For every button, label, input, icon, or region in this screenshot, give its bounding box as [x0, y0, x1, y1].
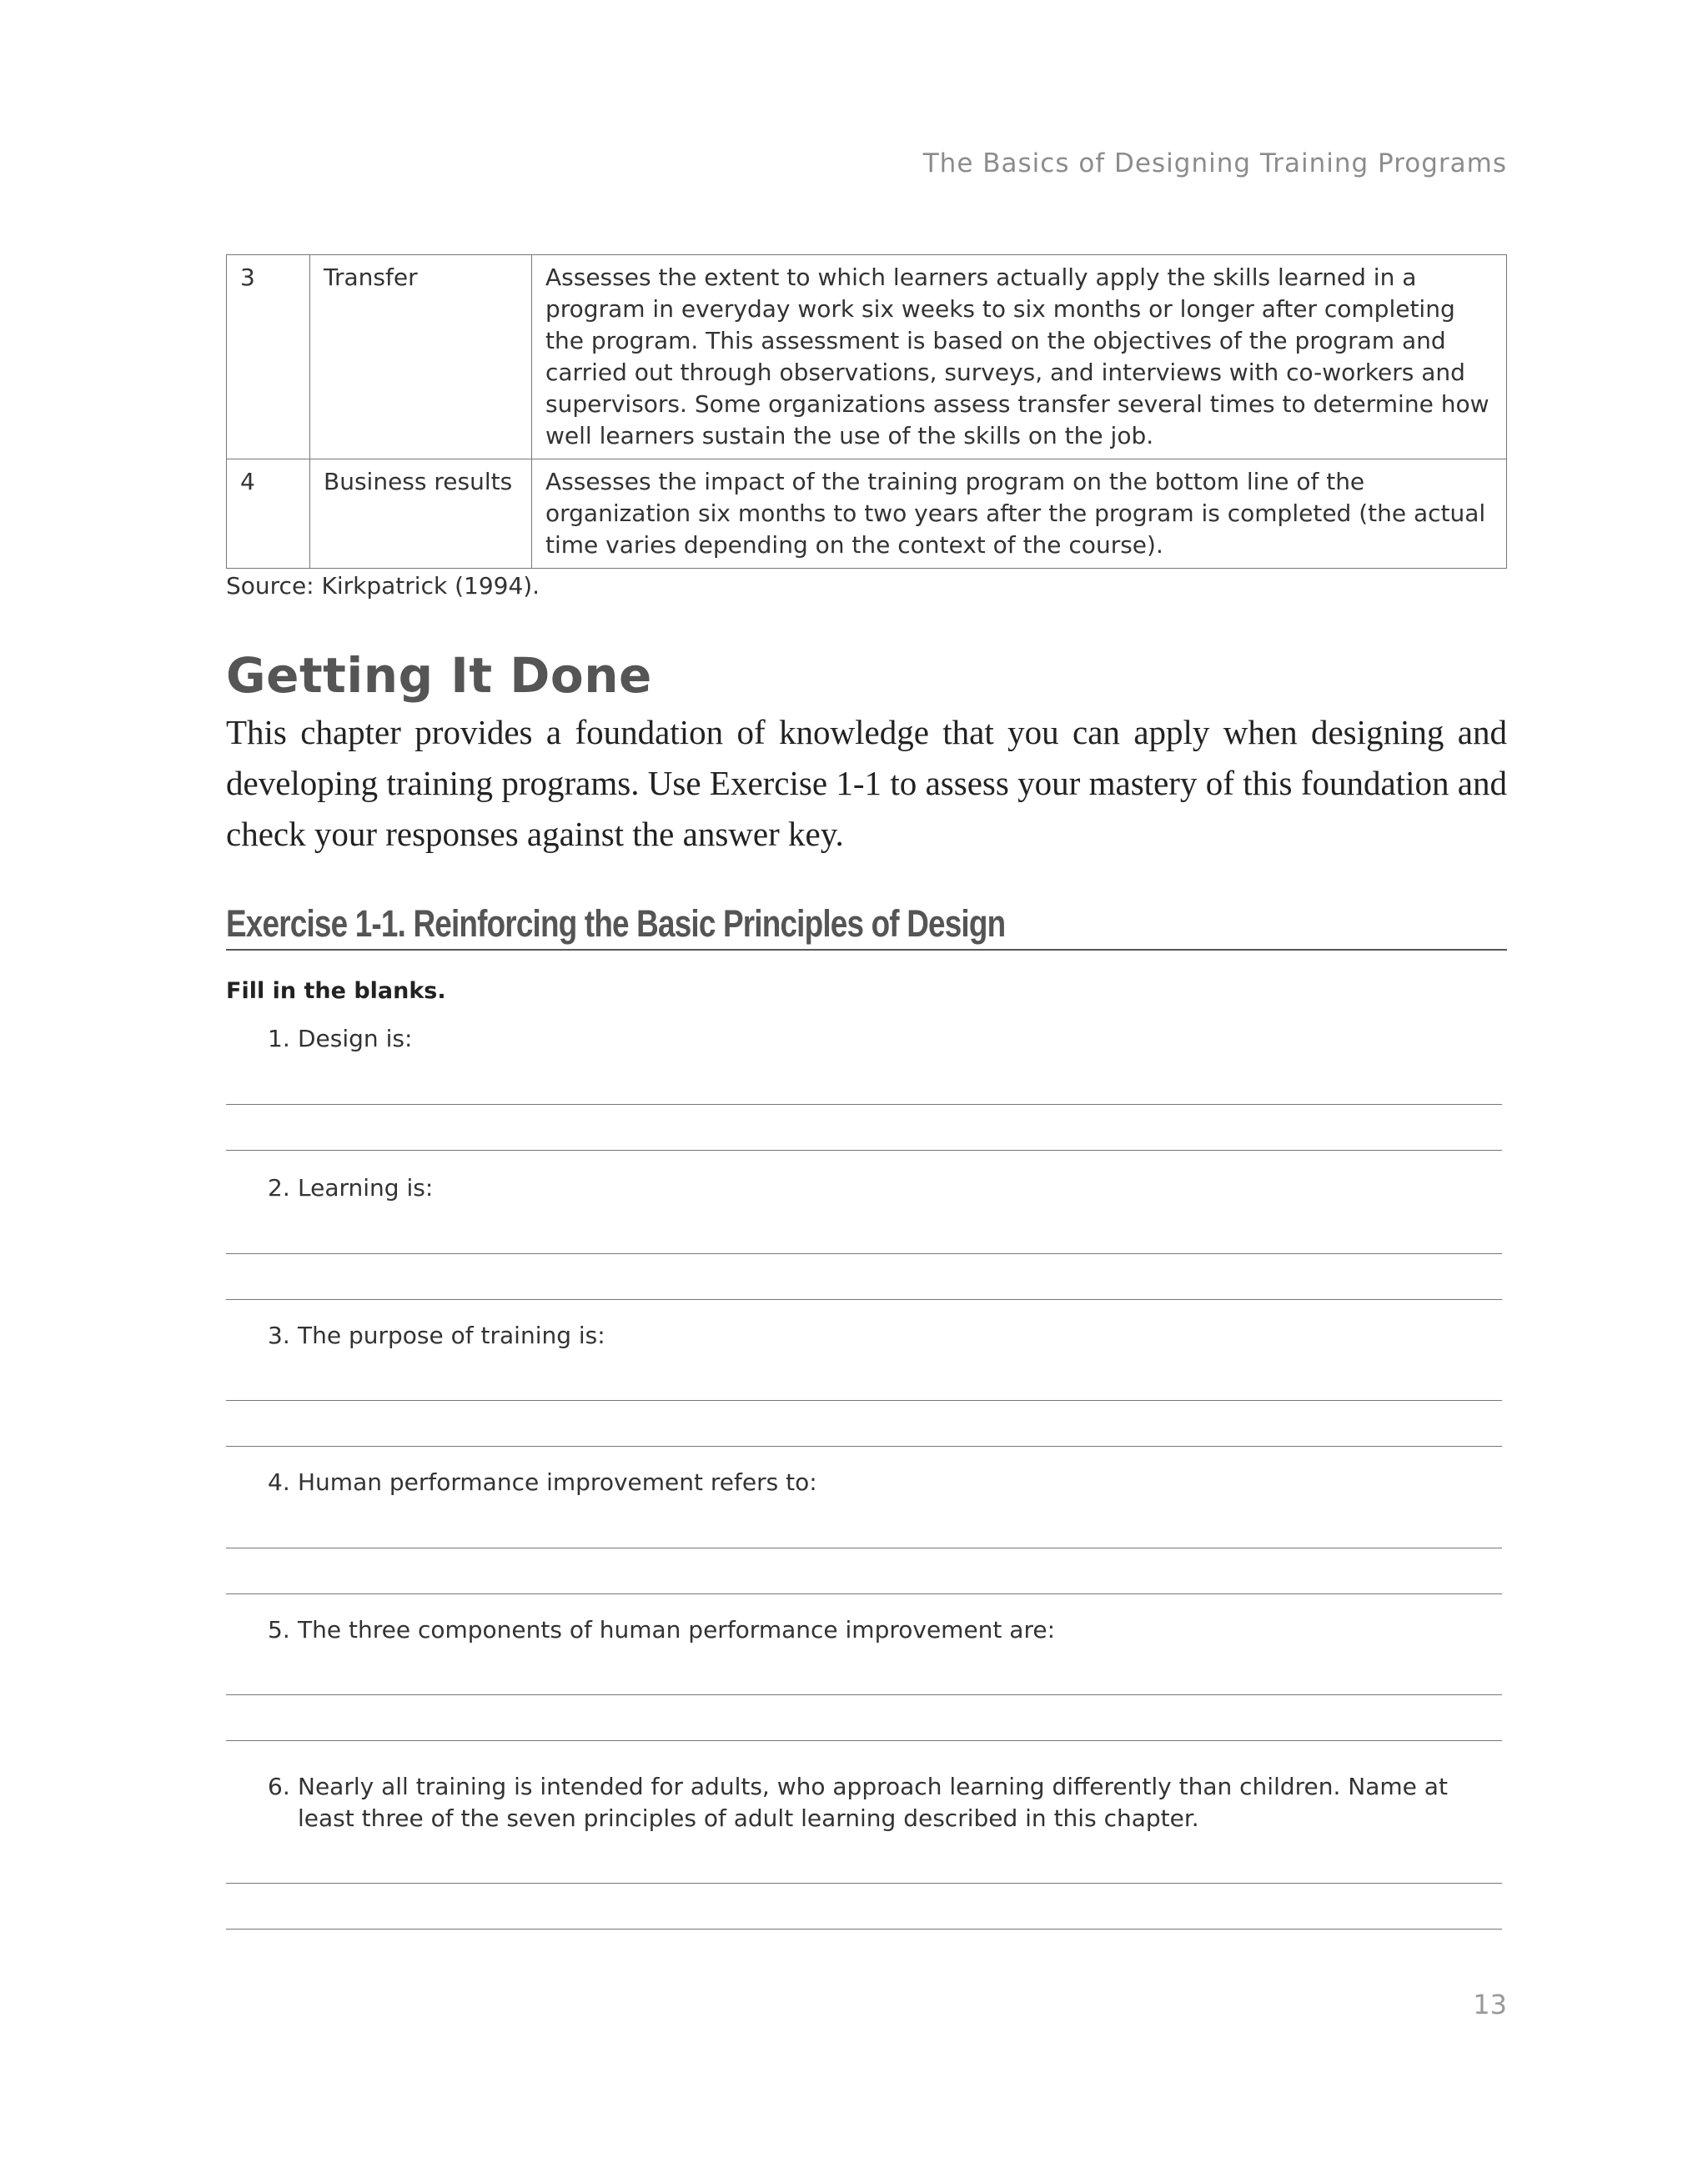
question-text-wrap [268, 1614, 1465, 1646]
question-item [226, 1771, 1507, 1834]
level-name-cell: Business results [310, 459, 532, 569]
page-number: 13 [1473, 1989, 1507, 2020]
question-text: Nearly all training is intended for adults, who approach learning differently than children. Name at least three of the seven principles of adult learning described in this chapter. [298, 1773, 1448, 1832]
answer-line[interactable] [226, 1299, 1502, 1300]
level-description-cell: Assesses the impact of the training program on the bottom line of the organization six months to two years after the program is completed (the actual time varies depending on the context of the course). [532, 459, 1507, 569]
evaluation-levels-table [226, 254, 1507, 569]
question-text-wrap [268, 1023, 1465, 1055]
question-text: Learning is: [298, 1174, 434, 1202]
question-text: Design is: [298, 1025, 413, 1052]
answer-line[interactable] [226, 1150, 1502, 1151]
question-item [226, 1614, 1507, 1646]
question-item [226, 1320, 1507, 1352]
question-text-wrap [268, 1172, 1465, 1204]
answer-line[interactable] [226, 1253, 1502, 1254]
level-number-cell: 3 [227, 255, 310, 459]
question-text-wrap [268, 1771, 1465, 1834]
answer-line[interactable] [226, 1400, 1502, 1401]
table-source-note: Source: Kirkpatrick (1994). [226, 572, 540, 600]
answer-line[interactable] [226, 1104, 1502, 1105]
answer-line[interactable] [226, 1593, 1502, 1594]
answer-line[interactable] [226, 1446, 1502, 1447]
table-row [227, 459, 1507, 569]
answer-line[interactable] [226, 1883, 1502, 1884]
question-item [226, 1467, 1507, 1498]
level-description-cell: Assesses the extent to which learners actually apply the skills learned in a program in everyday work six weeks to six months or longer after completing the program. This assessment is based on the objectives of the program and carried out through observations, surveys, and interviews with co-workers and supervisors. Some organizations assess transfer several times to determine how well learners sustain the use of the skills on the job. [532, 255, 1507, 459]
question-number: 2. [268, 1174, 290, 1202]
question-number: 3. [268, 1322, 290, 1349]
question-number: 6. [268, 1773, 290, 1800]
question-item [226, 1023, 1507, 1055]
question-item [226, 1172, 1507, 1204]
section-intro: This chapter provides a foundation of knowledge that you can apply when designing and developing training programs. Use Exercise 1-1 to assess your mastery of this foundation and check your responses against the answer key. [226, 713, 1507, 853]
question-text-wrap [268, 1467, 1465, 1498]
answer-line[interactable] [226, 1740, 1502, 1741]
level-number-cell: 4 [227, 459, 310, 569]
answer-line[interactable] [226, 1929, 1502, 1930]
running-head: The Basics of Designing Training Programs [922, 148, 1507, 178]
question-text: The purpose of training is: [298, 1322, 605, 1349]
question-number: 5. [268, 1616, 290, 1644]
exercise-title [226, 902, 1507, 951]
question-text-wrap [268, 1320, 1465, 1352]
answer-line[interactable] [226, 1694, 1502, 1695]
question-text: Human performance improvement refers to: [298, 1468, 817, 1496]
question-text: The three components of human performance improvement are: [298, 1616, 1056, 1644]
level-name-cell: Transfer [310, 255, 532, 459]
exercise-title-text: Exercise 1-1. Reinforcing the Basic Principles of Design [226, 902, 1006, 945]
exercise-instructions: Fill in the blanks. [226, 978, 446, 1004]
table-row [227, 255, 1507, 459]
question-number: 1. [268, 1025, 290, 1052]
section-title: Getting It Done [226, 647, 652, 704]
question-number: 4. [268, 1468, 290, 1496]
